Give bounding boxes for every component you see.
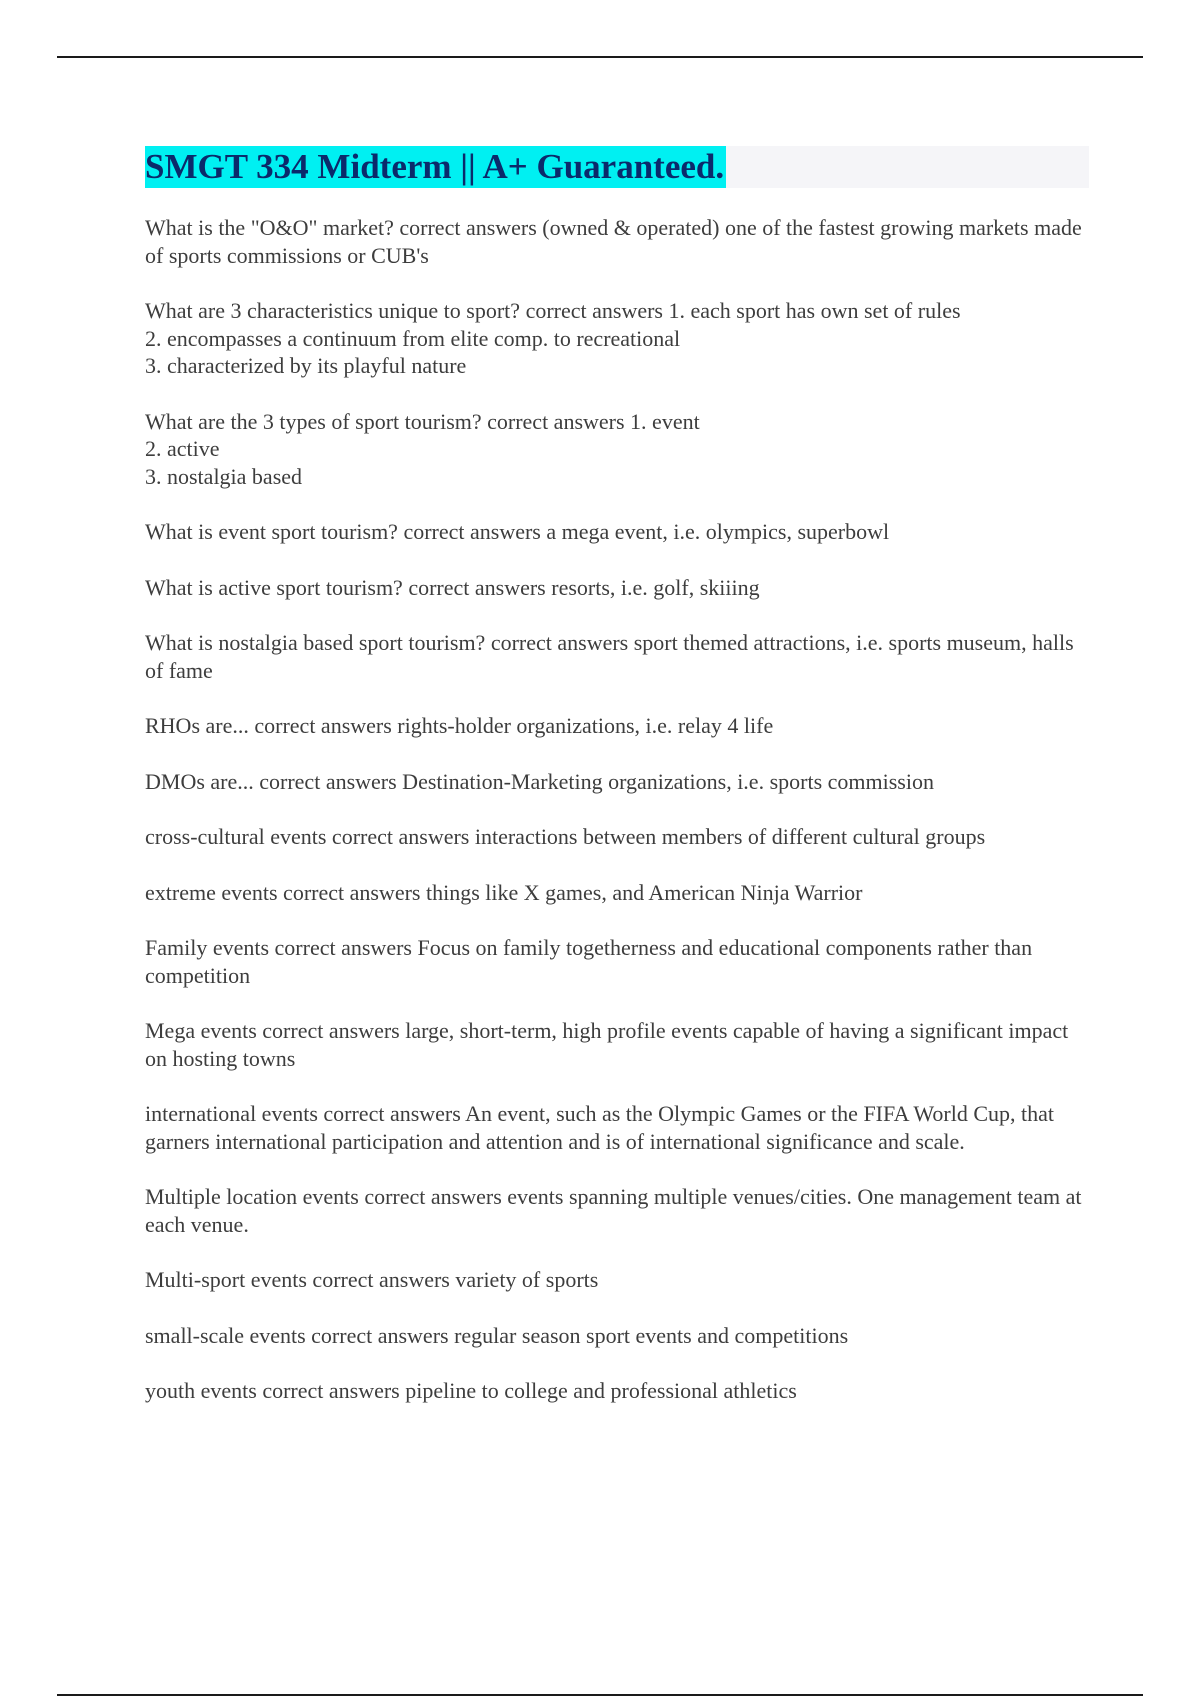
qa-entry: Family events correct answers Focus on family togetherness and educational components rather than competition [145,935,1033,988]
qa-entry: What are the 3 types of sport tourism? correct answers 1. event 2. active 3. nostalgia based [145,408,700,489]
qa-entry: Multiple location events correct answers events spanning multiple venues/cities. One management team at each venue. [145,1184,1082,1237]
qa-entry: RHOs are... correct answers rights-holder organizations, i.e. relay 4 life [145,713,774,738]
qa-entry: What is the "O&O" market? correct answers (owned & operated) one of the fastest growing markets made of sports commissions or CUB's [145,215,1082,268]
document-title: SMGT 334 Midterm || A+ Guaranteed. [145,147,725,186]
qa-entry: youth events correct answers pipeline to college and professional athletics [145,1378,797,1403]
top-rule [57,56,1143,58]
qa-entry: What are 3 characteristics unique to sport? correct answers 1. each sport has own set of rules 2. encompasses a continuum from elite comp. to recreational 3. characterized by its playful nature [145,298,961,378]
qa-entry: small-scale events correct answers regular season sport events and competitions [145,1322,849,1348]
qa-entry: Multi-sport events correct answers variety of sports [145,1267,599,1292]
bottom-rule [57,1694,1143,1696]
qa-entry: What is event sport tourism? correct answers a mega event, i.e. olympics, superbowl [145,519,890,544]
document-body [145,146,1089,1433]
qa-entry: Mega events correct answers large, short-term, high profile events capable of having a significant impact on hosting towns [145,1018,1069,1071]
qa-entry: international events correct answers An event, such as the Olympic Games or the FIFA World Cup, that garners international participation and attention and is of international significance and scale. [145,1101,1054,1154]
qa-entry: cross-cultural events correct answers interactions between members of different cultural groups [145,824,986,849]
qa-entry: What is active sport tourism? correct answers resorts, i.e. golf, skiiing [145,574,760,600]
qa-entry: DMOs are... correct answers Destination-Marketing organizations, i.e. sports commission [145,768,934,794]
title-band [145,146,1089,188]
qa-entry: extreme events correct answers things like X games, and American Ninja Warrior [145,879,863,905]
qa-entry: What is nostalgia based sport tourism? correct answers sport themed attractions, i.e. sports museum, halls of fame [145,630,1074,683]
